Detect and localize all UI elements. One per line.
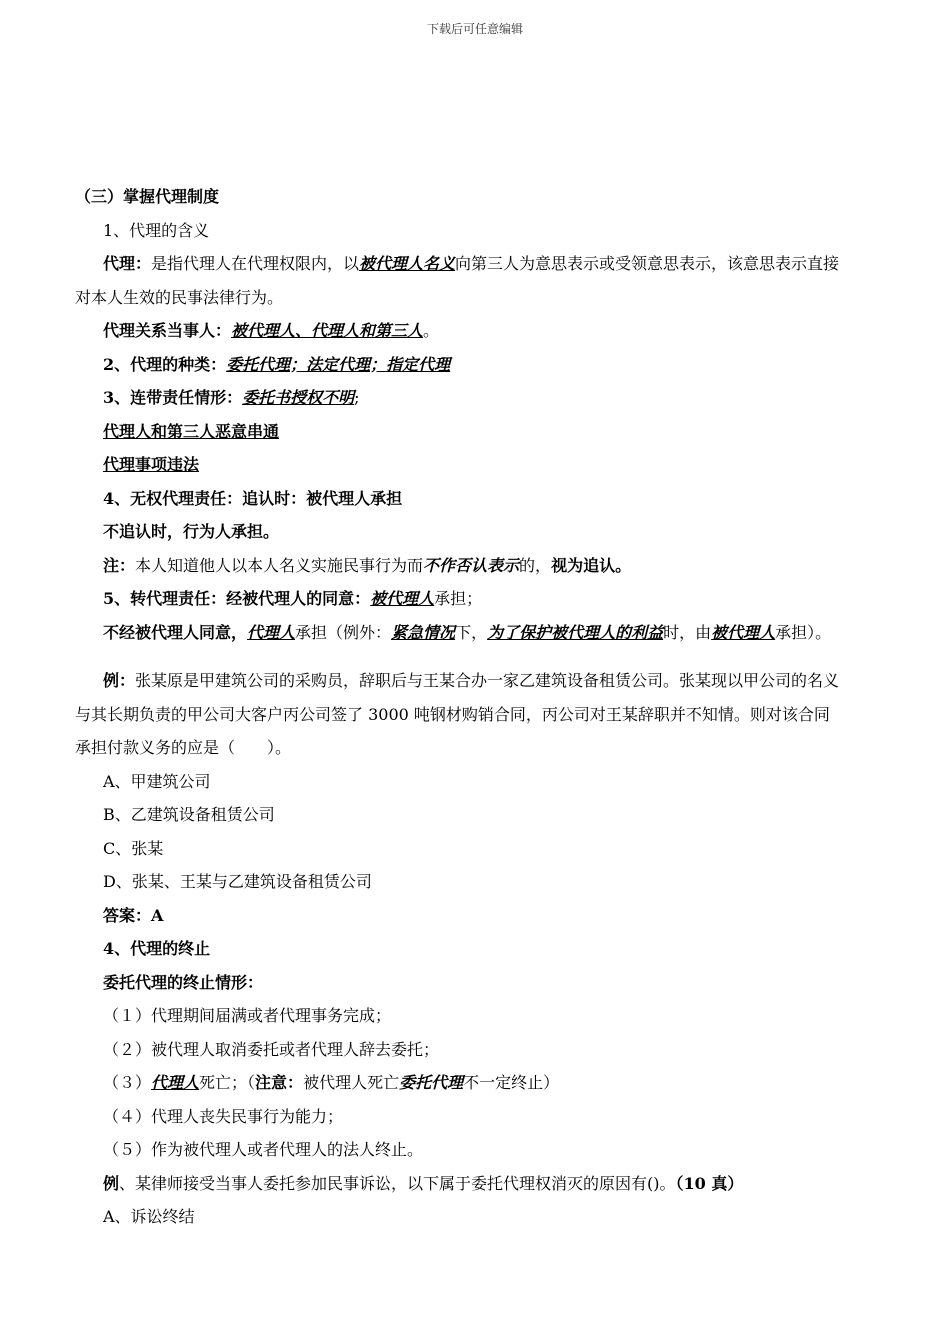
note-label: 注：: [103, 555, 136, 575]
page-header: 下载后可任意编辑: [426, 22, 523, 36]
example-text: 张某原是甲建筑公司的采购员，辞职后与王某合办一家乙建筑设备租赁公司。张某现以甲公司的名义与其长期负责的甲公司大客户丙公司签了 3000 吨钢材购销合同，丙公司对王某辞职并不知情。则对该合同承担付款义务的应是（ ）。: [75, 671, 840, 757]
option-b: B、乙建筑设备租赁公司: [103, 805, 275, 824]
note-text-3: 视为追认。: [551, 555, 632, 575]
sub-text: 经被代理人的同意：: [226, 589, 371, 608]
sub-end: 承担；: [434, 589, 483, 608]
joint-label: 3、连带责任情形：: [103, 388, 243, 407]
example-2-text: 、某律师接受当事人委托参加民事诉讼，以下属于委托代理权消灭的原因有()。: [119, 1173, 676, 1193]
definition-paragraph: [75, 247, 845, 314]
sub-emphasis: 被代理人: [370, 589, 435, 608]
unauth-label: 4、无权代理责任：: [103, 488, 243, 508]
parties-emphasis: 被代理人、代理人和第三人: [231, 321, 424, 340]
example-2-label: 例: [103, 1173, 120, 1193]
joint-liability-item-2: 代理人和第三人恶意串通: [103, 421, 280, 441]
example-1-paragraph: [75, 664, 845, 765]
termination-item-2: （２）被代理人取消委托或者代理人辞去委托；: [103, 1039, 440, 1059]
termination-item-4: （４）代理人丧失民事行为能力；: [103, 1106, 344, 1126]
definition-text-2: 向第三人为意思表示或受领意思表示，该意思表示直接对本人生效的民事法律行为。: [75, 254, 840, 307]
termination-item-5: （５）作为被代理人或者代理人的法人终止。: [103, 1140, 424, 1159]
option-c: C、张某: [103, 838, 164, 858]
types-label: 2、代理的种类：: [103, 354, 227, 374]
termination-title: 4、代理的终止: [103, 939, 211, 958]
sub-agency-paragraph-2: 不经被代理人同意，代理人承担（例外：紧急情况下，为了保护被代理人的利益时，由被代理人承担）。: [103, 622, 832, 642]
note-text-1: 本人知道他人以本人名义实施民事行为而: [135, 555, 424, 575]
parties-label: 代理关系当事人：: [103, 321, 232, 340]
joint-liability-line: [75, 381, 845, 415]
answer: 答案：A: [103, 905, 164, 925]
note-text-2: 的，: [519, 555, 552, 575]
option-a: A、甲建筑公司: [103, 771, 211, 791]
example-2-tag: （10 真）: [675, 1173, 744, 1193]
types-emphasis: 委托代理；法定代理；指定代理: [226, 354, 451, 374]
definition-label: 代理：: [103, 254, 152, 273]
example-2-line: [75, 1167, 845, 1201]
sub-label: 5、转代理责任：: [103, 589, 227, 608]
termination-item-3: （３）代理人死亡；（注意：被代理人死亡委托代理不一定终止）: [103, 1073, 560, 1092]
parties-line: [75, 314, 845, 348]
note-line: [75, 549, 845, 583]
types-line: [75, 348, 845, 382]
example-label: 例：: [103, 671, 136, 690]
termination-subtitle: 委托代理的终止情形：: [103, 972, 264, 992]
paragraph-agency-meaning: 1、代理的含义: [103, 220, 210, 240]
joint-liability-item-3: 代理事项违法: [103, 455, 200, 474]
section-title: （三）掌握代理制度: [75, 187, 220, 206]
document-body: [75, 180, 845, 1234]
definition-text-1: 是指代理人在代理权限内，以: [151, 254, 360, 273]
sub-agency-line: [75, 582, 845, 616]
example-2-option-a: A、诉讼终结: [103, 1207, 195, 1226]
joint-end: ;: [354, 388, 360, 407]
unauth-text: 追认时：被代理人承担: [242, 488, 403, 508]
option-d: D、张某、王某与乙建筑设备租赁公司: [103, 872, 372, 891]
note-emphasis: 不作否认表示: [423, 555, 520, 575]
unauthorized-agency-line: [75, 482, 845, 516]
definition-emphasis: 被代理人名义: [359, 254, 456, 273]
parties-end: 。: [423, 321, 440, 340]
joint-emphasis: 委托书授权不明: [242, 388, 355, 407]
spacer: [75, 649, 845, 664]
unauthorized-agency-line-2: 不追认时，行为人承担。: [103, 522, 280, 541]
termination-item-1: （１）代理期间届满或者代理事务完成；: [103, 1006, 392, 1025]
